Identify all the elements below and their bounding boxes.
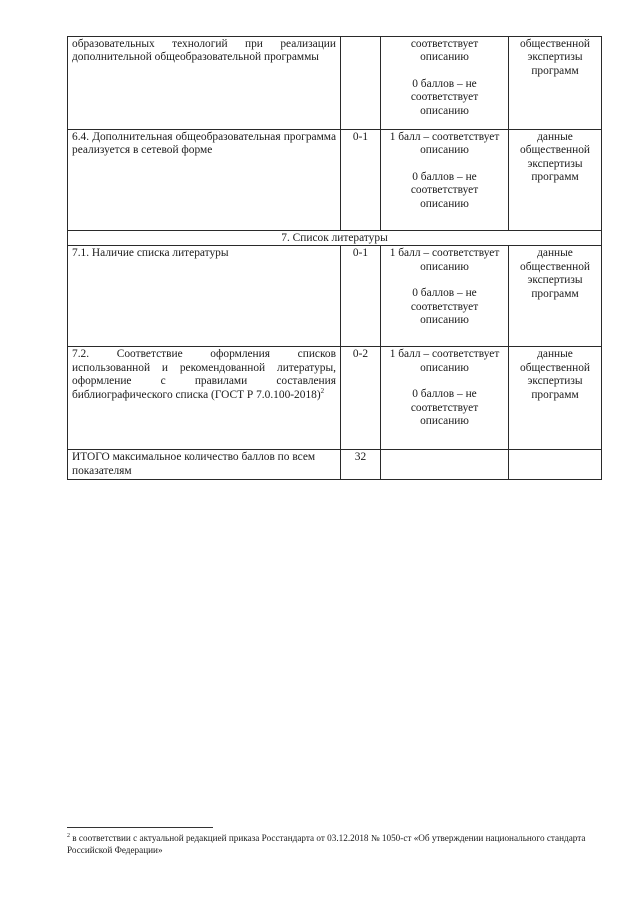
source-cell: общественной экспертизы программ [509,37,602,130]
footnote-ref: 2 [320,386,325,395]
description-one: 1 балл – соответствует описанию [389,348,500,374]
description-zero: 0 баллов – не соответствует описанию [410,170,479,210]
empty-cell [381,450,509,480]
description-cell [381,37,509,130]
section-row [68,231,602,246]
points-cell: 0-1 [341,130,381,231]
footnote [67,832,587,856]
source-cell: данные общественной экспертизы программ [509,130,602,231]
table-row [68,37,602,130]
footnote-marker: 2 [67,832,70,839]
criterion-cell [68,347,341,450]
section-heading: 7. Список литературы [68,231,602,246]
source-cell: данные общественной экспертизы программ [509,347,602,450]
criterion-cell: образовательных технологий при реализации дополнительной общеобразовательной программы [68,37,341,130]
description-cell [381,347,509,450]
description-zero: 0 баллов – не соответствует описанию [410,388,479,428]
footnote-divider [67,827,213,828]
table-row [68,347,602,450]
source-cell: данные общественной экспертизы программ [509,246,602,347]
footnote-text: в соответствии с актуальной редакцией приказа Росстандарта от 03.12.2018 № 1050-ст «Об утверждении национального стандарта Российской Федерации» [67,833,586,855]
description-one: соответствует описанию [410,38,479,64]
total-row [68,450,602,480]
description-cell [381,130,509,231]
table-row [68,130,602,231]
total-label: ИТОГО максимальное количество баллов по всем показателям [68,450,341,480]
empty-cell [509,450,602,480]
criterion-cell: 6.4. Дополнительная общеобразовательная программа реализуется в сетевой форме [68,130,341,231]
points-cell [341,37,381,130]
criteria-table [67,36,602,480]
description-zero: 0 баллов – не соответствует описанию [410,287,479,327]
criterion-cell: 7.1. Наличие списка литературы [68,246,341,347]
description-cell [381,246,509,347]
description-one: 1 балл – соответствует описанию [389,247,500,273]
description-zero: 0 баллов – не соответствует описанию [410,77,479,117]
total-points: 32 [341,450,381,480]
points-cell: 0-2 [341,347,381,450]
table-row [68,246,602,347]
description-one: 1 балл – соответствует описанию [389,131,500,157]
points-cell: 0-1 [341,246,381,347]
criterion-text: 7.2. Соответствие оформления списков использованной и рекомендованной литературы, оформление с правилами составления библиографического списка (ГОСТ Р 7.0.100-2018) [72,348,336,401]
